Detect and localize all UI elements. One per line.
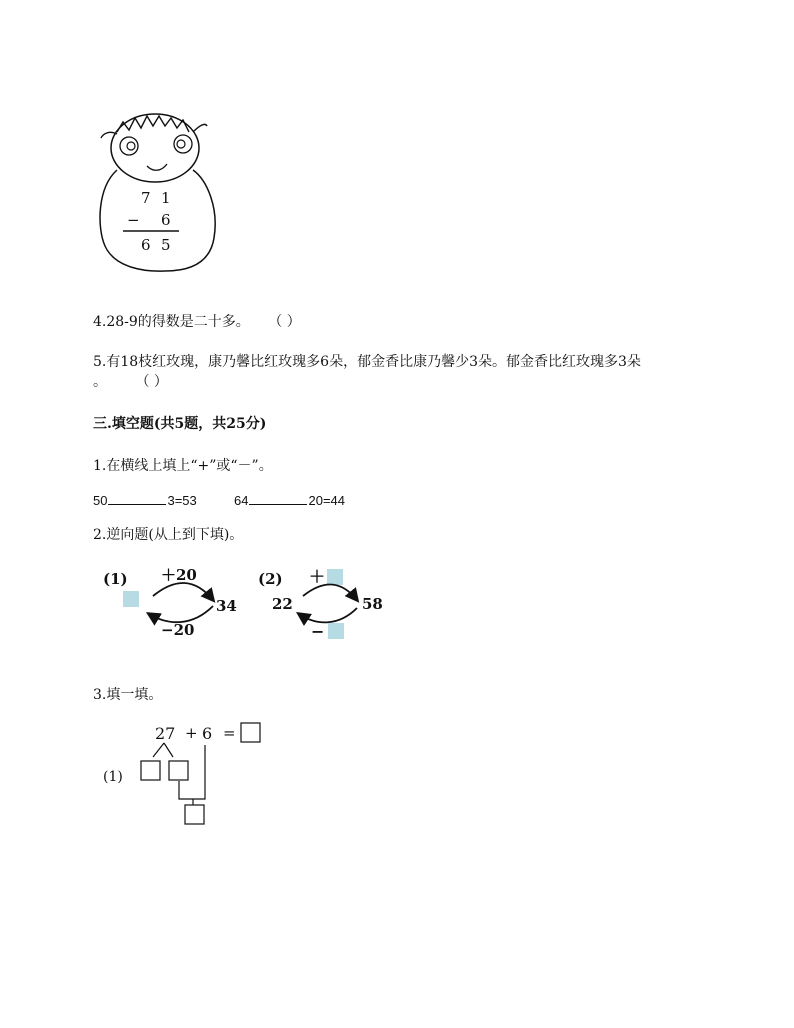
problem-2-top-arrow	[303, 584, 357, 600]
problem-2-label: (2)	[258, 570, 283, 588]
question-5-line1: 5.有18枝红玫瑰，康乃馨比红玫瑰多6朵，郁金香比康乃馨少3朵。郁金香比红玫瑰多3朵	[93, 354, 641, 370]
question-5-answer-paren[interactable]: （ ）	[135, 374, 168, 390]
fill-q1-equations	[93, 492, 345, 508]
eq2-right: 20=44	[308, 493, 345, 508]
eq1-right: 3=53	[167, 493, 197, 508]
figure-minus-sign: −	[127, 211, 140, 229]
q3-sum-box[interactable]	[185, 805, 204, 824]
eq1-left: 50	[93, 493, 108, 508]
eq2-left: 64	[234, 493, 249, 508]
problem-2-top-box[interactable]	[327, 569, 343, 585]
problem-2-left-number: 22	[272, 595, 293, 613]
fill-q2-prompt: 2.逆向题(从上到下填)。	[93, 527, 244, 543]
problem-1-label: (1)	[103, 570, 128, 588]
problem-2-bottom-arrow	[299, 608, 357, 622]
question-4	[93, 311, 301, 331]
decomposition-diagram	[95, 715, 275, 835]
reverse-problem-diagram	[95, 560, 395, 650]
q3-result-box[interactable]	[241, 723, 260, 742]
problem-1-top-arrow	[153, 583, 213, 600]
q3-split-box-1[interactable]	[141, 761, 160, 780]
problem-1-top-op: ＋20	[161, 566, 197, 584]
problem-2-right-number: 58	[362, 595, 383, 613]
figure-result-digit-2: 5	[161, 236, 171, 254]
figure-subtrahend: 6	[161, 211, 171, 229]
question-5-period: 。	[93, 374, 107, 390]
question-4-answer-paren[interactable]: （ ）	[268, 314, 301, 330]
q3-label: (1)	[103, 769, 123, 785]
doll-figure	[95, 108, 225, 280]
q3-equals: =	[223, 724, 236, 742]
q3-number-a: 27	[155, 724, 176, 743]
eq2-blank[interactable]	[249, 492, 307, 505]
problem-2-bottom-box[interactable]	[328, 623, 344, 639]
figure-result-digit-1: 6	[141, 236, 151, 254]
figure-top-digit-2: 1	[161, 189, 171, 207]
problem-2-top-op: ＋	[309, 567, 326, 586]
q3-plus: +	[185, 724, 198, 742]
fill-q3-prompt: 3.填一填。	[93, 687, 163, 703]
problem-1-bottom-op: −20	[161, 621, 195, 639]
problem-1-right-number: 34	[216, 597, 237, 615]
section-3-title: 三.填空题(共5题，共25分)	[93, 416, 267, 432]
figure-top-digit-1: 7	[141, 189, 151, 207]
problem-1-bottom-arrow	[149, 606, 213, 622]
question-4-text: 4.28-9的得数是二十多。	[93, 314, 250, 330]
question-5-line2	[93, 371, 168, 391]
q3-number-b: 6	[202, 724, 213, 743]
problem-1-answer-box[interactable]	[123, 591, 139, 607]
eq1-blank[interactable]	[108, 492, 166, 505]
problem-2-bottom-op: −	[311, 622, 325, 641]
q3-split-box-2[interactable]	[169, 761, 188, 780]
fill-q1-prompt: 1.在横线上填上“+”或“－”。	[93, 458, 273, 474]
